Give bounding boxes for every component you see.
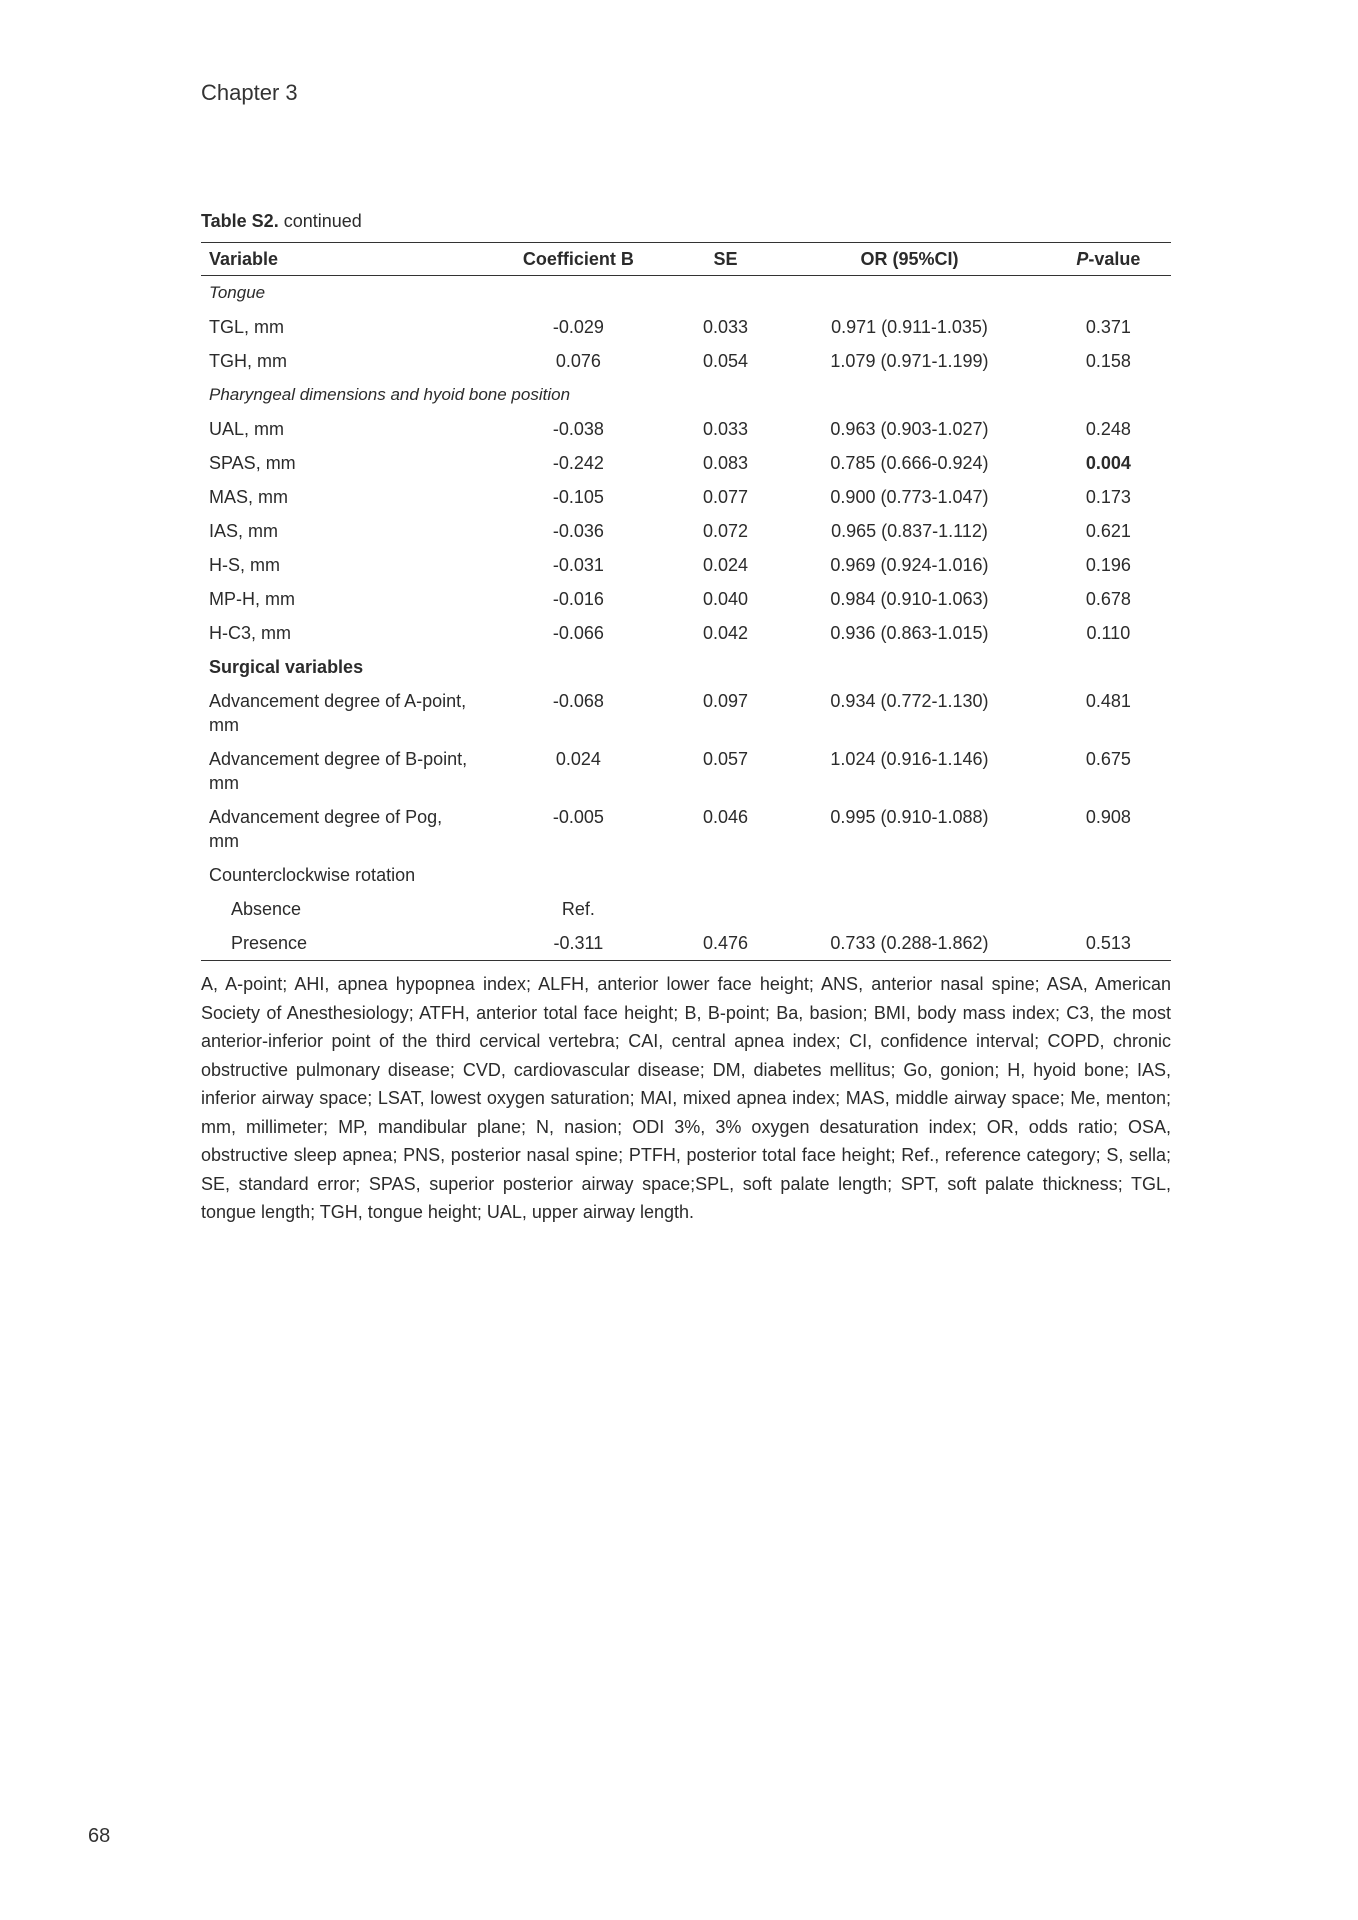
cell-variable: H-S, mm xyxy=(209,555,280,575)
table-row xyxy=(201,344,1171,378)
cell-variable: SPAS, mm xyxy=(209,453,296,473)
cell-p: 0.173 xyxy=(1085,487,1131,507)
table-row xyxy=(201,800,1171,858)
cell-coef: -0.242 xyxy=(552,453,604,473)
cell-coef: -0.016 xyxy=(552,589,604,609)
cell-p: 0.371 xyxy=(1085,317,1131,337)
results-table xyxy=(201,242,1171,961)
cell-coef: -0.029 xyxy=(552,317,604,337)
cell-or: 0.984 (0.910-1.063) xyxy=(830,589,989,609)
section-row xyxy=(201,276,1171,311)
cell-variable: Absence xyxy=(231,899,302,919)
cell-se: 0.033 xyxy=(702,419,749,439)
cell-variable: Advancement degree of Pog, mm xyxy=(209,807,443,851)
table-row xyxy=(201,926,1171,961)
table-row xyxy=(201,582,1171,616)
cell-se: 0.083 xyxy=(702,453,749,473)
table-caption xyxy=(201,211,1171,232)
section-tongue: Tongue xyxy=(209,283,266,302)
cell-se: 0.476 xyxy=(678,926,774,961)
cell-or: 1.079 (0.971-1.199) xyxy=(830,351,989,371)
cell-variable: UAL, mm xyxy=(209,419,285,439)
section-surgical: Surgical variables xyxy=(209,657,364,677)
cell-p: 0.513 xyxy=(1046,926,1171,961)
cell-coef: -0.068 xyxy=(552,691,604,711)
table-row xyxy=(201,548,1171,582)
cell-p: 0.621 xyxy=(1085,521,1131,541)
table-row xyxy=(201,514,1171,548)
cell-variable: Presence xyxy=(201,926,479,961)
cell-se: 0.097 xyxy=(702,691,749,711)
table-container xyxy=(201,211,1171,1245)
chapter-header: Chapter 3 xyxy=(201,80,298,105)
cell-p: 0.675 xyxy=(1085,749,1131,769)
page-number: 68 xyxy=(88,1825,111,1847)
cell-or: 0.995 (0.910-1.088) xyxy=(830,807,989,827)
cell-se: 0.042 xyxy=(702,623,749,643)
cell-or xyxy=(773,892,1045,926)
table-caption-suffix: continued xyxy=(278,211,362,231)
table-row xyxy=(201,892,1171,926)
cell-se: 0.040 xyxy=(702,589,749,609)
cell-variable: Advancement degree of A-point, mm xyxy=(209,691,467,735)
header-coefficient: Coefficient B xyxy=(479,243,678,276)
cell-coef: Ref. xyxy=(561,899,595,919)
table-label: Table S2. xyxy=(201,211,279,231)
cell-or: 0.934 (0.772-1.130) xyxy=(830,691,989,711)
cell-coef: 0.024 xyxy=(555,749,601,769)
table-row xyxy=(201,446,1171,480)
table-row xyxy=(201,858,1171,892)
cell-se: 0.077 xyxy=(702,487,749,507)
header-se: SE xyxy=(678,243,774,276)
cell-coef: 0.076 xyxy=(555,351,601,371)
header-p-value: P-value xyxy=(1046,243,1171,276)
cell-variable: Counterclockwise rotation xyxy=(209,865,416,885)
cell-se: 0.057 xyxy=(702,749,749,769)
cell-p: 0.196 xyxy=(1085,555,1131,575)
cell-p: 0.678 xyxy=(1085,589,1131,609)
cell-variable: TGL, mm xyxy=(209,317,284,337)
section-row xyxy=(201,650,1171,684)
cell-coef: -0.038 xyxy=(552,419,604,439)
cell-or: 0.785 (0.666-0.924) xyxy=(830,453,989,473)
cell-se: 0.033 xyxy=(702,317,749,337)
cell-p: 0.158 xyxy=(1085,351,1131,371)
cell-coef: -0.036 xyxy=(552,521,604,541)
cell-se: 0.024 xyxy=(702,555,749,575)
cell-or: 0.733 (0.288-1.862) xyxy=(773,926,1045,961)
cell-or: 1.024 (0.916-1.146) xyxy=(830,749,989,769)
table-row xyxy=(201,310,1171,344)
section-pharyngeal: Pharyngeal dimensions and hyoid bone position xyxy=(209,385,571,404)
cell-variable: IAS, mm xyxy=(209,521,279,541)
table-footnote: A, A-point; AHI, apnea hypopnea index; ALFH, anterior lower face height; ANS, anterior nasal spine; ASA, American Society of Anesthesiology; ATFH, anterior total face height; B, B-point; Ba, basion; BMI, body mass index; C3, the most anterior-inferior point of the third cervical vertebra; CAI, central apnea index; CI, confidence interval; COPD, chronic obstructive pulmonary disease; CVD, cardiovascular disease; DM, diabetes mellitus; Go, gonion; H, hyoid bone; IAS, inferior airway space; LSAT, lowest oxygen saturation; MAI, mixed apnea index; MAS, middle airway space; Me, menton; mm, millimeter; MP, mandibular plane; N, nasion; ODI 3%, 3% oxygen desaturation index; OR, odds ratio; OSA, obstructive sleep apnea; PNS, posterior nasal spine; PTFH, posterior total face height; Ref., reference category; S, sella; SE, standard error; SPAS, superior posterior airway space;SPL, soft palate length; SPT, soft palate thickness; TGL, tongue length; TGH, tongue height; UAL, upper airway length. xyxy=(201,974,1171,1222)
table-header-row xyxy=(201,243,1171,276)
cell-p: 0.110 xyxy=(1086,623,1131,643)
cell-p-significant: 0.004 xyxy=(1085,453,1131,473)
table-row xyxy=(201,684,1171,742)
cell-or: 0.965 (0.837-1.112) xyxy=(831,521,988,541)
cell-or: 0.936 (0.863-1.015) xyxy=(830,623,989,643)
table-row xyxy=(201,742,1171,800)
cell-se: 0.054 xyxy=(702,351,749,371)
cell-or: 0.969 (0.924-1.016) xyxy=(830,555,989,575)
cell-or: 0.900 (0.773-1.047) xyxy=(830,487,989,507)
cell-p: 0.248 xyxy=(1085,419,1131,439)
cell-coef: -0.066 xyxy=(552,623,604,643)
header-or: OR (95%CI) xyxy=(773,243,1045,276)
header-variable: Variable xyxy=(201,243,479,276)
cell-variable: TGH, mm xyxy=(209,351,287,371)
cell-se xyxy=(678,892,774,926)
cell-p: 0.908 xyxy=(1085,807,1131,827)
cell-or: 0.971 (0.911-1.035) xyxy=(831,317,988,337)
cell-p: 0.481 xyxy=(1085,691,1131,711)
cell-coef: -0.105 xyxy=(552,487,604,507)
cell-se: 0.046 xyxy=(702,807,749,827)
cell-variable: MP-H, mm xyxy=(209,589,295,609)
cell-variable: MAS, mm xyxy=(209,487,288,507)
cell-or: 0.963 (0.903-1.027) xyxy=(830,419,989,439)
cell-coef: -0.005 xyxy=(552,807,604,827)
cell-coef: -0.031 xyxy=(552,555,604,575)
table-row xyxy=(201,616,1171,650)
cell-variable: Advancement degree of B-point, mm xyxy=(209,749,468,793)
cell-coef: -0.311 xyxy=(479,926,678,961)
cell-se: 0.072 xyxy=(702,521,749,541)
section-row xyxy=(201,378,1171,412)
cell-p xyxy=(1046,892,1171,926)
table-row xyxy=(201,480,1171,514)
cell-variable: H-C3, mm xyxy=(209,623,291,643)
table-row xyxy=(201,412,1171,446)
